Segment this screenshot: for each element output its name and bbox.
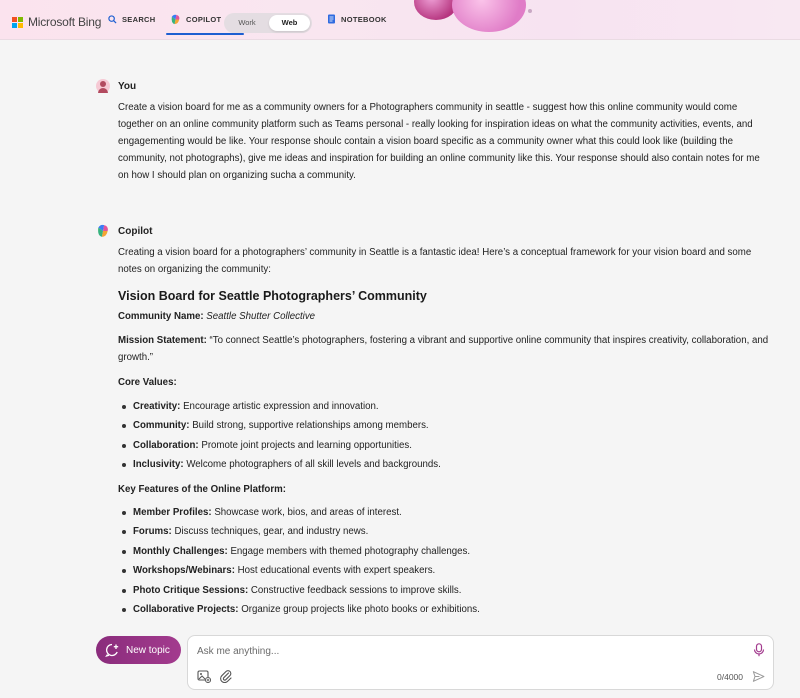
list-item: Photo Critique Sessions: Constructive feedback sessions to improve skills. (118, 581, 480, 600)
user-message-text: Create a vision board for me as a community owners for a Photographers community in seattle - suggest how this online community would come together on an online community platform such as Teams personal - really looking for inspiration ideas on what the community activities, events, and engagementing would be like. Your response shoulc contain a vision board specific as a community owner what this could look like (building the community, not photographs), give me ideas and inspiration for building an online community like this. Your response should also contain notes for me on how I should plan on organizing sucha a community. (118, 102, 760, 181)
list-item: Collaboration: Promote joint projects and learning opportunities. (118, 436, 441, 455)
work-web-toggle[interactable] (224, 13, 312, 33)
copilot-icon (170, 14, 181, 25)
mission-statement (118, 332, 778, 366)
top-bar (0, 0, 800, 40)
nav-notebook-label: NOTEBOOK (341, 14, 387, 24)
image-add-icon[interactable] (197, 669, 211, 683)
new-topic-button[interactable] (96, 636, 181, 664)
list-item: Community: Build strong, supportive relationships among members. (118, 416, 441, 435)
nav-search[interactable] (108, 0, 155, 38)
list-item: Workshops/Webinars: Host educational events with expert speakers. (118, 561, 480, 580)
decorative-dot (528, 9, 532, 13)
nav-copilot-label: COPILOT (186, 14, 222, 24)
list-item: Creativity: Encourage artistic expression and innovation. (118, 397, 441, 416)
user-message-header (96, 79, 136, 93)
send-icon[interactable] (752, 670, 765, 683)
list-item: Forums: Discuss techniques, gear, and industry news. (118, 522, 480, 541)
list-item: Collaborative Projects: Organize group projects like photo books or exhibitions. (118, 600, 480, 619)
copilot-intro: Creating a vision board for a photographers’ community in Seattle is a fantastic idea! Here’s a conceptual framework for your vision board and some notes on organizing the community: (118, 247, 752, 275)
community-name-line (118, 308, 778, 325)
search-icon (108, 15, 117, 24)
bing-logo[interactable] (12, 15, 101, 29)
mission-label: Mission Statement: (118, 335, 207, 346)
community-name-value: Seattle Shutter Collective (206, 311, 316, 322)
user-avatar-icon (96, 79, 110, 93)
toggle-web[interactable]: Web (269, 15, 310, 31)
notebook-icon (327, 14, 336, 24)
list-item: Monthly Challenges: Engage members with themed photography challenges. (118, 542, 480, 561)
features-label: Key Features of the Online Platform: (118, 484, 286, 495)
user-author: You (118, 80, 137, 92)
copilot-author: Copilot (118, 225, 153, 237)
list-item: Inclusivity: Welcome photographers of all skill levels and backgrounds. (118, 455, 441, 474)
core-values-list (118, 397, 441, 475)
new-topic-label: New topic (126, 644, 170, 656)
toggle-work[interactable]: Work (238, 18, 256, 27)
vision-board-heading: Vision Board for Seattle Photographers’ Community (118, 289, 427, 303)
new-chat-icon (105, 643, 119, 657)
decorative-orb (452, 0, 526, 32)
nav-search-label: SEARCH (122, 14, 156, 24)
nav-notebook[interactable] (327, 0, 387, 38)
microphone-icon[interactable] (753, 643, 765, 657)
active-tab-indicator (166, 33, 244, 35)
mission-text: “To connect Seattle’s photographers, fostering a vibrant and supportive online community that inspires creativity, collaboration, and growth.” (118, 335, 769, 363)
copilot-message-header (96, 224, 152, 238)
microsoft-logo-icon (12, 17, 23, 28)
composer (187, 635, 774, 690)
community-name-label: Community Name: (118, 311, 204, 322)
ask-input[interactable] (197, 642, 737, 660)
logo-text: Microsoft Bing (28, 15, 102, 29)
features-list (118, 503, 480, 619)
core-values-label: Core Values: (118, 377, 177, 388)
copilot-avatar-icon (96, 224, 110, 238)
list-item: Member Profiles: Showcase work, bios, and areas of interest. (118, 503, 480, 522)
character-counter: 0/4000 (717, 672, 743, 682)
paperclip-icon[interactable] (219, 669, 233, 683)
